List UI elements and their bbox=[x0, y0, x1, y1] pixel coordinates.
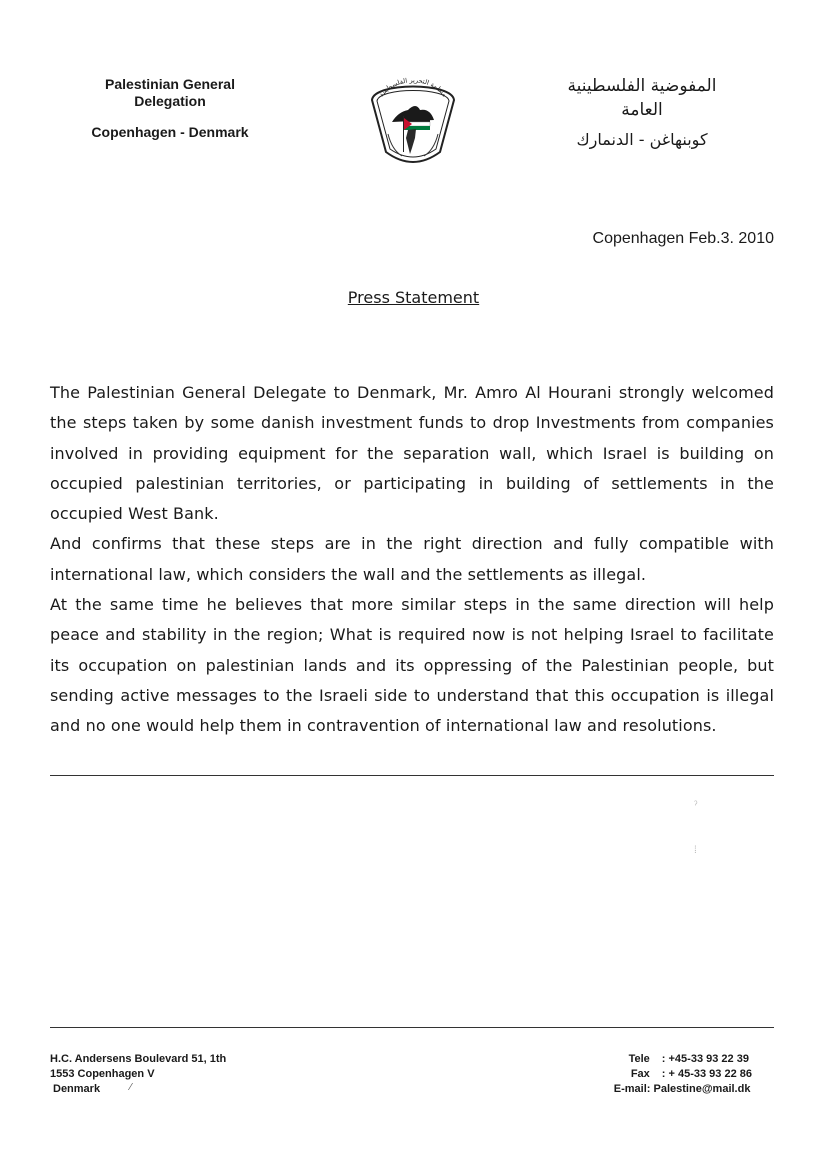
map-icon bbox=[406, 129, 416, 154]
address-line1: H.C. Andersens Boulevard 51, 1th bbox=[50, 1053, 227, 1065]
divider bbox=[50, 775, 774, 776]
tele-label: Tele bbox=[628, 1053, 650, 1065]
org-name-arabic-block bbox=[542, 74, 742, 152]
org-name-block bbox=[70, 76, 270, 141]
pen-mark: ⁄ bbox=[130, 1082, 132, 1093]
org-name-arabic-line1: المفوضية الفلسطينية bbox=[567, 76, 717, 96]
document-date: Copenhagen Feb.3. 2010 bbox=[592, 230, 774, 247]
emblem-arc-text: منظمة التحرير الفلسطينية bbox=[377, 76, 449, 99]
email-value: : Palestine@mail.dk bbox=[646, 1083, 751, 1095]
org-location: Copenhagen - Denmark bbox=[91, 124, 249, 140]
address-line3: Denmark bbox=[53, 1083, 101, 1095]
footer-contact bbox=[614, 1052, 752, 1097]
email-label: E-mail bbox=[613, 1083, 647, 1095]
document-title: Press Statement bbox=[347, 288, 480, 307]
plo-emblem-icon bbox=[368, 72, 458, 172]
footer-address bbox=[50, 1052, 226, 1097]
footer-divider bbox=[50, 1027, 774, 1028]
org-location-arabic: كوبنهاغن - الدنمارك bbox=[576, 130, 708, 149]
org-name-line2: Delegation bbox=[134, 93, 206, 109]
fax-label: Fax bbox=[630, 1068, 650, 1080]
address-line2: 1553 Copenhagen V bbox=[50, 1068, 155, 1080]
scan-mark: ⁞ bbox=[694, 845, 697, 856]
statement-body bbox=[50, 378, 774, 742]
org-name-arabic-line2: العامة bbox=[621, 100, 663, 120]
tele-value: : +45-33 93 22 39 bbox=[661, 1053, 749, 1065]
paragraph: The Palestinian General Delegate to Denmark, Mr. Amro Al Hourani strongly welcomed the steps taken by some danish investment funds to drop Investments from companies involved in providing equipment for the separation wall, which Israel is building on occupied palestinian territories, or participating in building of settlements in the occupied West Bank. bbox=[50, 383, 774, 524]
paragraph: And confirms that these steps are in the right direction and fully compatible with international law, which considers the wall and the settlements as illegal. bbox=[50, 534, 774, 584]
org-name-line1: Palestinian General bbox=[105, 76, 235, 92]
paragraph: At the same time he believes that more similar steps in the same direction will help peace and stability in the region; What is required now is not helping Israel to facilitate its occupation on palestinian lands and its oppressing of the Palestinian people, but sending active messages to the Israeli side to understand that this occupation is illegal and no one would help them in contravention of international law and resolutions. bbox=[50, 595, 774, 736]
scan-mark: ˀ bbox=[694, 800, 698, 811]
fax-value: : + 45-33 93 22 86 bbox=[661, 1068, 752, 1080]
